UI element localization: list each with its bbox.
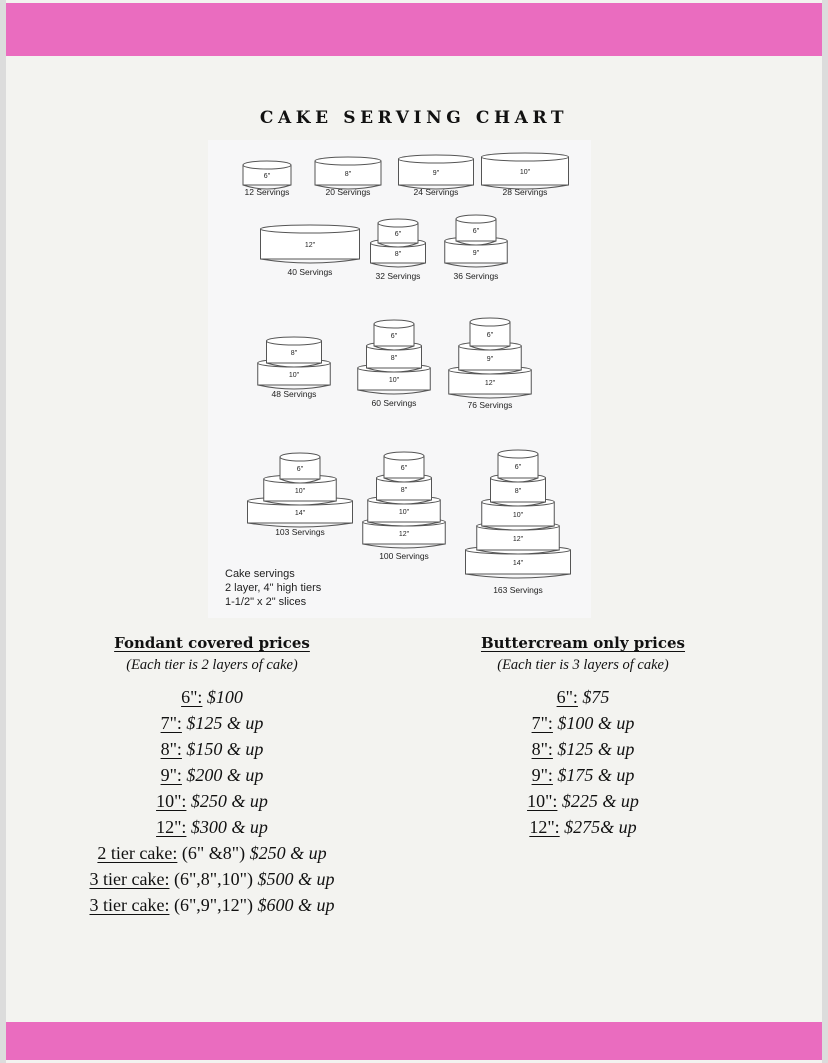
size-label: 8": bbox=[531, 739, 553, 759]
cake-figure bbox=[261, 225, 360, 277]
size-label: 7": bbox=[531, 713, 553, 733]
tier-sizes: (6",8",10") bbox=[173, 869, 253, 889]
tier-size-label: 10" bbox=[519, 169, 531, 176]
cake-tier bbox=[470, 318, 510, 350]
size-label: 3 tier cake: bbox=[89, 895, 170, 915]
fondant-price-list bbox=[34, 632, 390, 918]
cake-figure bbox=[258, 337, 331, 399]
fondant-heading: Fondant covered prices bbox=[114, 634, 310, 652]
price: $300 & up bbox=[190, 817, 268, 837]
servings-label: 24 Servings bbox=[413, 187, 459, 197]
servings-label: 60 Servings bbox=[371, 398, 417, 408]
size-label: 3 tier cake: bbox=[89, 869, 170, 889]
cake-tier bbox=[456, 215, 496, 245]
cake-figure bbox=[482, 153, 569, 197]
price: $150 & up bbox=[186, 739, 264, 759]
tier-size-label: 14" bbox=[512, 560, 524, 567]
cake-tier bbox=[399, 155, 474, 189]
size-label: 2 tier cake: bbox=[97, 843, 178, 863]
size-label: 8": bbox=[160, 739, 182, 759]
servings-label: 28 Servings bbox=[502, 187, 548, 197]
price-row bbox=[34, 840, 390, 866]
tier-size-label: 12" bbox=[512, 536, 524, 543]
size-label: 12": bbox=[529, 817, 560, 837]
tier-size-label: 8" bbox=[390, 355, 398, 362]
size-label: 10": bbox=[156, 791, 187, 811]
page-title: CAKE SERVING CHART bbox=[259, 108, 569, 128]
tier-size-label: 8" bbox=[400, 487, 408, 494]
cake-figure bbox=[445, 215, 508, 281]
servings-label: 76 Servings bbox=[467, 400, 513, 410]
cake-tier bbox=[280, 453, 320, 483]
cake-tier bbox=[261, 225, 360, 263]
price-row bbox=[34, 684, 390, 710]
bottom-pink-band bbox=[6, 1022, 822, 1060]
cake-tier bbox=[459, 342, 522, 374]
price: $100 & up bbox=[557, 713, 635, 733]
cake-figure bbox=[358, 320, 431, 408]
price-row bbox=[405, 736, 761, 762]
tier-size-label: 9" bbox=[432, 170, 440, 177]
price-row bbox=[405, 684, 761, 710]
tier-size-label: 10" bbox=[512, 512, 524, 519]
tier-size-label: 14" bbox=[294, 510, 306, 517]
chart-note bbox=[225, 568, 322, 608]
cake-tier bbox=[267, 337, 322, 367]
price: $600 & up bbox=[257, 895, 335, 915]
buttercream-subheading: (Each tier is 3 layers of cake) bbox=[497, 657, 669, 673]
tier-size-label: 8" bbox=[394, 251, 402, 258]
cake-figure bbox=[371, 219, 426, 281]
cake-tier bbox=[384, 452, 424, 482]
size-label: 9": bbox=[160, 765, 182, 785]
price: $225 & up bbox=[561, 791, 639, 811]
price-row bbox=[405, 788, 761, 814]
top-pink-band bbox=[6, 3, 822, 56]
tier-size-label: 6" bbox=[400, 465, 408, 472]
tier-size-label: 12" bbox=[484, 380, 496, 387]
price: $250 & up bbox=[190, 791, 268, 811]
tier-size-label: 9" bbox=[472, 250, 480, 257]
size-label: 9": bbox=[531, 765, 553, 785]
servings-label: 40 Servings bbox=[287, 267, 333, 277]
price-row bbox=[34, 710, 390, 736]
servings-label: 100 Servings bbox=[379, 551, 429, 561]
cake-tier bbox=[498, 450, 538, 482]
tier-size-label: 10" bbox=[288, 372, 300, 379]
price: $75 bbox=[582, 687, 610, 707]
tier-size-label: 6" bbox=[486, 332, 494, 339]
tier-size-label: 8" bbox=[514, 488, 522, 495]
cake-figure bbox=[466, 450, 571, 595]
tier-sizes: (6" &8") bbox=[181, 843, 246, 863]
servings-label: 48 Servings bbox=[271, 389, 317, 399]
cake-tier bbox=[243, 161, 291, 189]
tier-size-label: 10" bbox=[294, 488, 306, 495]
price: $100 bbox=[206, 687, 243, 707]
price-row bbox=[34, 736, 390, 762]
tier-size-label: 10" bbox=[388, 377, 400, 384]
note-line: 2 layer, 4" high tiers bbox=[225, 582, 322, 594]
size-label: 10": bbox=[527, 791, 558, 811]
size-label: 6": bbox=[181, 687, 203, 707]
price: $200 & up bbox=[186, 765, 264, 785]
cake-figure bbox=[315, 157, 381, 197]
cake-figure bbox=[243, 161, 291, 197]
tier-size-label: 6" bbox=[390, 333, 398, 340]
price-row bbox=[34, 814, 390, 840]
price-row bbox=[405, 710, 761, 736]
price-row bbox=[405, 762, 761, 788]
price-row bbox=[405, 814, 761, 840]
cake-tier bbox=[477, 522, 560, 554]
tier-size-label: 6" bbox=[472, 228, 480, 235]
tier-size-label: 6" bbox=[394, 231, 402, 238]
cake-tier bbox=[315, 157, 381, 189]
cake-figure bbox=[363, 452, 446, 561]
tier-size-label: 8" bbox=[290, 350, 298, 357]
size-label: 6": bbox=[556, 687, 578, 707]
tier-size-label: 8" bbox=[344, 171, 352, 178]
cake-tier bbox=[378, 219, 418, 247]
price: $175 & up bbox=[557, 765, 635, 785]
fondant-subheading: (Each tier is 2 layers of cake) bbox=[126, 657, 298, 673]
servings-label: 32 Servings bbox=[375, 271, 421, 281]
tier-size-label: 9" bbox=[486, 356, 494, 363]
price-row bbox=[34, 762, 390, 788]
tier-size-label: 10" bbox=[398, 509, 410, 516]
price-row bbox=[34, 866, 390, 892]
note-line: 1-1/2" x 2" slices bbox=[225, 596, 307, 608]
buttercream-price-list bbox=[405, 632, 761, 840]
price: $275& up bbox=[564, 817, 637, 837]
cake-tier bbox=[482, 153, 569, 189]
tier-size-label: 6" bbox=[263, 173, 271, 180]
cake-tier bbox=[374, 320, 414, 350]
servings-label: 20 Servings bbox=[325, 187, 371, 197]
servings-label: 103 Servings bbox=[275, 527, 325, 537]
servings-label: 163 Servings bbox=[493, 585, 543, 595]
note-line: Cake servings bbox=[225, 568, 295, 580]
price-row bbox=[34, 892, 390, 918]
tier-size-label: 6" bbox=[296, 466, 304, 473]
tier-sizes: (6",9",12") bbox=[173, 895, 253, 915]
price: $125 & up bbox=[186, 713, 264, 733]
buttercream-heading: Buttercream only prices bbox=[480, 634, 686, 652]
size-label: 7": bbox=[160, 713, 182, 733]
cake-serving-chart-image bbox=[208, 140, 591, 618]
price: $500 & up bbox=[257, 869, 335, 889]
cake-figure bbox=[248, 453, 353, 537]
cake-figure bbox=[449, 318, 532, 410]
tier-size-label: 12" bbox=[398, 531, 410, 538]
servings-label: 12 Servings bbox=[244, 187, 290, 197]
cake-diagram bbox=[208, 140, 591, 618]
price-row bbox=[34, 788, 390, 814]
price: $125 & up bbox=[557, 739, 635, 759]
tier-size-label: 12" bbox=[304, 242, 316, 249]
cake-figure bbox=[399, 155, 474, 197]
price: $250 & up bbox=[249, 843, 327, 863]
size-label: 12": bbox=[156, 817, 187, 837]
tier-size-label: 6" bbox=[514, 464, 522, 471]
servings-label: 36 Servings bbox=[453, 271, 499, 281]
